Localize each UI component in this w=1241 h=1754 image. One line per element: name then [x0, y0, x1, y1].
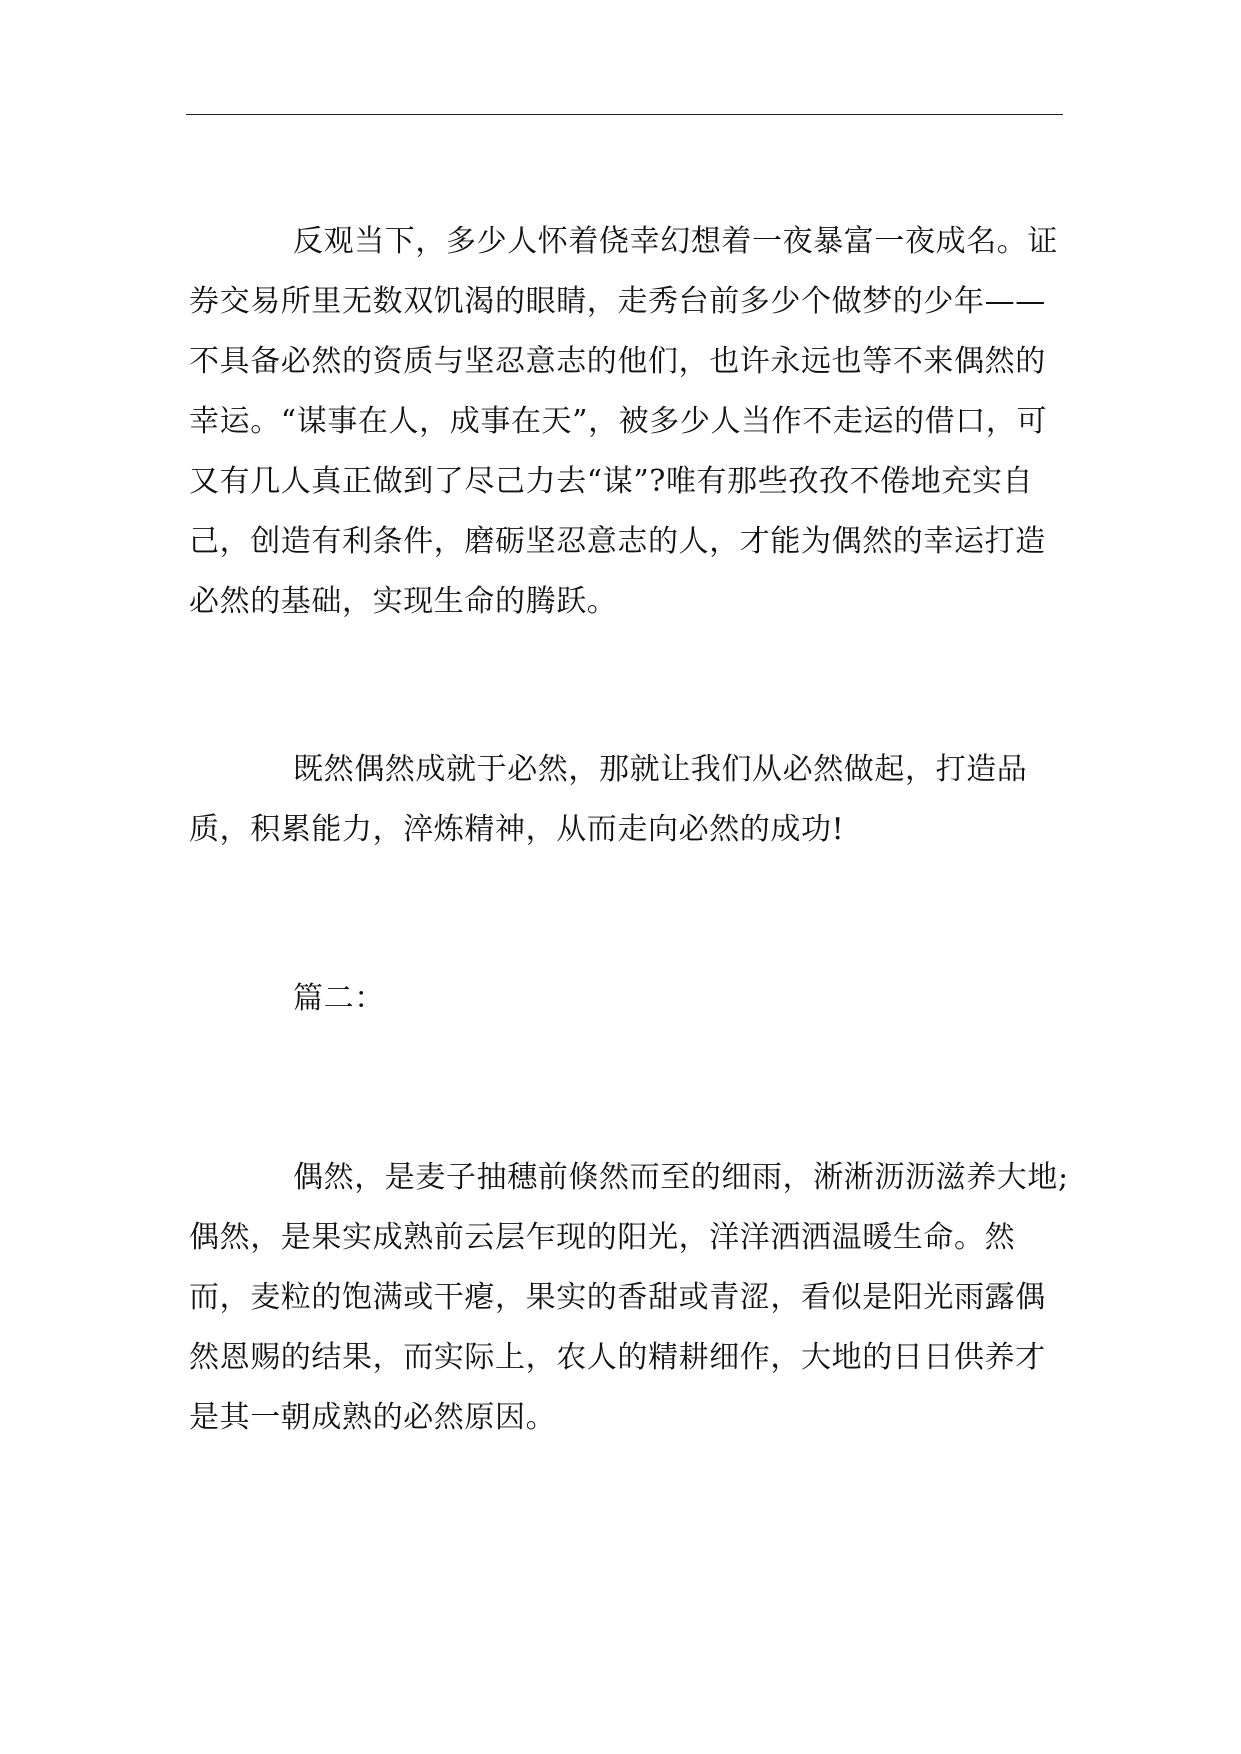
header-rule	[186, 114, 1063, 115]
section-heading: 篇二：	[293, 981, 385, 1016]
body-paragraph-2: 既然偶然成就于必然，那就让我们从必然做起，打造品质，积累能力，淬炼精神，从而走向必然的成功!	[189, 752, 1028, 847]
body-paragraph-3: 偶然，是麦子抽穗前倏然而至的细雨，淅淅沥沥滋养大地;偶然，是果实成熟前云层乍现的阳光，洋洋洒洒温暖生命。然而，麦粒的饱满或干瘪，果实的香甜或青涩，看似是阳光雨露偶然恩赐的结果，而实际上，农人的精耕细作，大地的日日供养才是其一朝成熟的必然原因。	[189, 1160, 1069, 1435]
body-paragraph-1: 反观当下，多少人怀着侥幸幻想着一夜暴富一夜成名。证券交易所里无数双饥渴的眼睛，走秀台前多少个做梦的少年——不具备必然的资质与坚忍意志的他们，也许永远也等不来偶然的幸运。“谋事在人，成事在天”，被多少人当作不走运的借口，可又有几人真正做到了尽己力去“谋”?唯有那些孜孜不倦地充实自己，创造有利条件，磨砺坚忍意志的人，才能为偶然的幸运打造必然的基础，实现生命的腾跃。	[189, 224, 1058, 619]
